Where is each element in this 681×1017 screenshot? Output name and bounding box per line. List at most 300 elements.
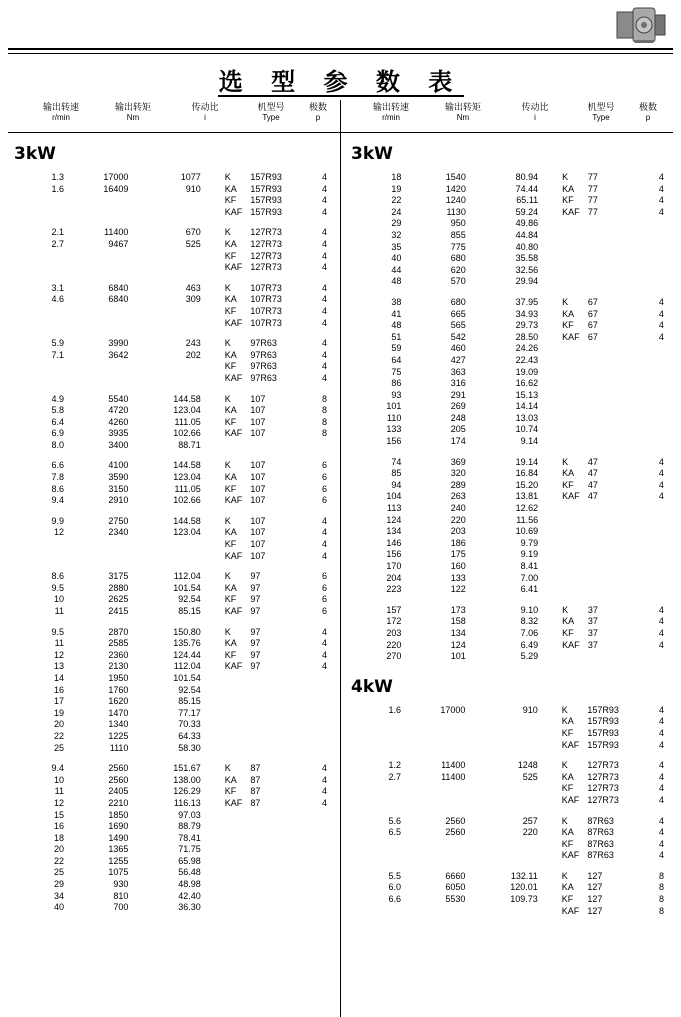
cell-output-speed: 22: [53, 855, 64, 866]
cell-ratio: 16.84: [515, 468, 539, 479]
cell-output-speed: 1.3: [51, 172, 64, 182]
cell-output-speed: [8, 539, 70, 551]
cell-type: [250, 810, 311, 822]
cell-poles: 4: [321, 649, 327, 660]
cell-output-torque: 1690: [108, 821, 129, 832]
cell-poles: [311, 731, 338, 743]
cell-type-prefix: [548, 651, 588, 663]
cell-ratio: 120.01: [510, 882, 538, 893]
cell-type-prefix: [211, 673, 251, 685]
cell-type: 77: [587, 206, 598, 217]
cell-type-prefix: KA: [224, 405, 237, 416]
cell-output-speed: 124: [386, 514, 402, 525]
table-row: [345, 207, 675, 219]
table-row: [8, 867, 338, 879]
cell-type-prefix: [211, 685, 251, 697]
cell-output-torque: 1620: [108, 696, 129, 707]
cell-output-torque: 4260: [108, 416, 129, 427]
cell-output-torque: [407, 839, 473, 851]
cell-poles: [311, 743, 338, 755]
cell-type: 77: [587, 183, 598, 194]
table-row: [8, 262, 338, 274]
cell-poles: 4: [658, 320, 664, 331]
cell-ratio: 29.94: [515, 276, 539, 287]
cell-poles: [648, 230, 675, 242]
table-row: [345, 184, 675, 196]
cell-type-prefix: KF: [224, 594, 237, 605]
cell-type-prefix: KA: [561, 771, 574, 782]
cell-output-torque: 11400: [104, 227, 129, 238]
cell-output-speed: 6.4: [51, 416, 64, 427]
cell-type-prefix: KF: [224, 416, 237, 427]
cell-output-speed: 12: [53, 527, 64, 538]
table-row: [8, 627, 338, 639]
cell-ratio: 11.56: [516, 514, 539, 525]
cell-ratio: 85.15: [178, 696, 201, 707]
cell-type: [588, 413, 648, 425]
cell-poles: [648, 265, 675, 277]
cell-output-speed: 5.9: [51, 338, 64, 349]
table-row: [8, 239, 338, 251]
table-row: [8, 373, 338, 385]
cell-ratio: [136, 361, 210, 373]
cell-output-speed: 270: [386, 651, 402, 662]
cell-poles: [648, 378, 675, 390]
table-row: [345, 628, 675, 640]
cell-type: [588, 265, 648, 277]
table-row: [8, 361, 338, 373]
table-row: [8, 743, 338, 755]
cell-type: 107: [250, 527, 266, 538]
cell-ratio: 15.20: [515, 479, 539, 490]
cell-type: 67: [587, 331, 598, 342]
cell-type: 37: [587, 639, 598, 650]
cell-output-speed: [8, 373, 70, 385]
cell-output-torque: 1110: [109, 742, 129, 753]
table-row: [8, 440, 338, 452]
cell-output-speed: [8, 306, 70, 318]
cell-output-torque: 2415: [108, 606, 129, 616]
cell-output-speed: 133: [386, 424, 402, 435]
cell-type: 107R73: [250, 282, 282, 293]
table-row: [345, 457, 675, 469]
cell-output-speed: 86: [391, 378, 402, 389]
cell-ratio: 220: [522, 827, 538, 838]
cell-output-torque: 1340: [108, 719, 129, 730]
cell-type-prefix: [211, 856, 251, 868]
cell-poles: 4: [658, 850, 664, 861]
cell-type-prefix: [548, 401, 588, 413]
cell-output-torque: 3150: [108, 483, 129, 494]
cell-type: [250, 719, 311, 731]
row-spacer: [8, 507, 338, 516]
cell-type: [250, 673, 311, 685]
table-row: [8, 763, 338, 775]
cell-poles: 4: [658, 206, 664, 217]
cell-type: 87R63: [587, 850, 614, 861]
cell-type-prefix: KAF: [224, 206, 243, 217]
cell-poles: 4: [658, 704, 664, 715]
row-spacer: [8, 451, 338, 460]
cell-type-prefix: KA: [561, 882, 574, 893]
cell-output-speed: 25: [53, 742, 64, 753]
cell-poles: 4: [321, 372, 327, 383]
cell-type: 97: [250, 661, 261, 672]
cell-output-speed: 19: [53, 707, 64, 718]
cell-ratio: [136, 551, 210, 563]
table-row: [345, 538, 675, 550]
cell-output-torque: 174: [450, 436, 466, 447]
row-spacer: [8, 385, 338, 394]
cell-type-prefix: [548, 355, 588, 367]
cell-type: [250, 844, 311, 856]
cell-type-prefix: [548, 526, 588, 538]
cell-type-prefix: KF: [561, 838, 574, 849]
cell-type: [588, 436, 648, 448]
cell-type: [250, 708, 311, 720]
cell-output-torque: [407, 906, 473, 918]
cell-type-prefix: [211, 810, 251, 822]
cell-type: 107R73: [250, 317, 282, 328]
cell-type-prefix: KA: [562, 183, 575, 194]
cell-output-torque: 2560: [445, 815, 466, 826]
cell-poles: 6: [321, 472, 327, 483]
table-row: [345, 320, 675, 332]
cell-type-prefix: K: [224, 571, 231, 582]
cell-output-torque: 3400: [108, 439, 129, 450]
cell-output-torque: [407, 795, 473, 807]
cell-type-prefix: [548, 538, 588, 550]
cell-output-torque: 6660: [445, 870, 466, 881]
cell-type-prefix: [548, 218, 588, 230]
cell-output-speed: 40: [53, 902, 64, 913]
row-spacer: [345, 288, 675, 297]
cell-type-prefix: [548, 230, 588, 242]
cell-output-speed: 104: [386, 491, 402, 502]
cell-poles: 4: [658, 172, 664, 182]
cell-ratio: 44.84: [515, 229, 539, 240]
cell-ratio: 9.14: [520, 436, 539, 447]
cell-output-speed: 24: [391, 206, 402, 217]
table-row: [345, 605, 675, 617]
cell-type-prefix: K: [561, 815, 568, 826]
cell-ratio: 78.41: [178, 832, 201, 843]
cell-output-speed: 9.5: [51, 626, 64, 637]
table-row: [345, 882, 675, 894]
cell-output-torque: [70, 262, 136, 274]
table-row: [8, 405, 338, 417]
table-row: [8, 786, 338, 798]
cell-output-torque: 460: [450, 343, 466, 354]
table-row: [8, 306, 338, 318]
cell-poles: 8: [658, 870, 664, 881]
cell-output-torque: 248: [450, 412, 466, 423]
cell-ratio: 40.80: [515, 241, 539, 252]
cell-output-speed: 14: [53, 672, 64, 683]
cell-output-torque: 289: [450, 479, 466, 490]
cell-type: 107: [250, 515, 266, 526]
table-row: [8, 583, 338, 595]
cell-output-speed: 6.5: [388, 827, 401, 838]
table-row: [345, 218, 675, 230]
table-row: [345, 468, 675, 480]
cell-type: [588, 355, 648, 367]
cell-poles: 8: [321, 416, 327, 427]
cell-ratio: 65.11: [516, 195, 539, 206]
cell-type-prefix: [211, 719, 251, 731]
table-row: [8, 527, 338, 539]
cell-output-torque: 1420: [445, 183, 466, 194]
cell-ratio: 10.74: [515, 424, 539, 435]
table-row: [345, 491, 675, 503]
cell-type: 107: [250, 405, 266, 416]
cell-output-speed: 64: [391, 354, 402, 365]
cell-output-torque: 3990: [108, 338, 129, 349]
table-row: [8, 891, 338, 903]
col-header-torque-right: 输出转矩 Nm: [444, 102, 481, 122]
table-row: [345, 573, 675, 585]
cell-poles: 4: [658, 739, 664, 750]
cell-ratio: 49.86: [515, 218, 539, 229]
cell-ratio: 116.13: [173, 797, 201, 808]
cell-type-prefix: KAF: [224, 262, 243, 273]
cell-poles: [648, 343, 675, 355]
cell-type: 157R93: [250, 195, 282, 206]
table-row: [345, 367, 675, 379]
cell-type-prefix: KAF: [561, 739, 580, 750]
cell-ratio: [136, 539, 210, 551]
cell-type-prefix: K: [224, 763, 231, 774]
cell-output-torque: [407, 728, 473, 740]
cell-type-prefix: KAF: [224, 797, 243, 808]
table-row: [8, 394, 338, 406]
cell-output-torque: 1365: [108, 844, 129, 855]
cell-type: [588, 424, 648, 436]
cell-output-speed: 13: [53, 661, 64, 672]
cell-type: 97: [250, 649, 261, 660]
cell-type: 77: [587, 172, 598, 182]
cell-ratio: 22.43: [515, 354, 539, 365]
cell-output-speed: 4.6: [51, 294, 64, 305]
table-row: [345, 772, 675, 784]
cell-output-speed: 110: [387, 412, 402, 423]
cell-type: 107: [250, 550, 266, 561]
cell-output-torque: 680: [450, 296, 466, 307]
cell-type: 97: [250, 626, 261, 637]
cell-output-speed: 11: [54, 638, 64, 649]
row-spacer: [8, 618, 338, 627]
table-row: [345, 561, 675, 573]
cell-poles: 4: [658, 815, 664, 826]
cell-poles: 4: [321, 294, 327, 305]
cell-output-speed: 6.0: [388, 882, 401, 893]
cell-type-prefix: K: [562, 172, 569, 182]
cell-output-torque: 3175: [108, 571, 129, 582]
cell-type-prefix: [211, 891, 251, 903]
cell-output-torque: 1850: [108, 809, 129, 820]
cell-output-speed: 101: [386, 401, 402, 412]
cell-type-prefix: [548, 265, 588, 277]
cell-type-prefix: KAF: [561, 905, 580, 916]
col-header-torque-left: 输出转矩 Nm: [114, 102, 151, 122]
cell-type: 97: [250, 594, 261, 605]
table-row: [8, 731, 338, 743]
cell-type: 87: [250, 786, 261, 797]
cell-ratio: 144.58: [173, 460, 201, 471]
cell-output-speed: 40: [391, 253, 402, 264]
cell-ratio: 151.67: [173, 763, 201, 774]
cell-ratio: 112.04: [173, 571, 201, 582]
cell-type: 87R63: [587, 838, 614, 849]
cell-output-torque: 173: [450, 604, 466, 615]
cell-type-prefix: [548, 413, 588, 425]
cell-output-torque: 700: [113, 902, 129, 913]
cell-type: 157R93: [587, 739, 619, 750]
cell-poles: [648, 401, 675, 413]
col-header-type-left: 机型号 Type: [257, 102, 285, 122]
cell-output-speed: 1.6: [388, 704, 401, 715]
cell-ratio: 463: [185, 282, 201, 293]
cell-poles: 4: [658, 771, 664, 782]
cell-poles: [311, 821, 338, 833]
cell-output-torque: 1255: [108, 855, 129, 866]
cell-poles: 4: [658, 716, 664, 727]
cell-poles: 4: [321, 338, 327, 349]
cell-type: 107: [250, 483, 266, 494]
cell-output-torque: 363: [450, 366, 466, 377]
cell-poles: [648, 218, 675, 230]
cell-type-prefix: KF: [224, 786, 237, 797]
cell-output-torque: 186: [450, 537, 466, 548]
cell-type: [250, 879, 311, 891]
cell-poles: 4: [658, 479, 664, 490]
cell-poles: 4: [658, 296, 664, 307]
table-row: [345, 728, 675, 740]
table-row: [345, 740, 675, 752]
cell-output-speed: 7.1: [51, 349, 64, 360]
table-row: [8, 472, 338, 484]
cell-poles: [648, 549, 675, 561]
cell-output-torque: 855: [450, 229, 466, 240]
cell-output-torque: 950: [450, 218, 466, 229]
cell-output-speed: 48: [391, 276, 402, 287]
cell-poles: 6: [321, 460, 327, 471]
table-row: [8, 551, 338, 563]
cell-poles: [311, 891, 338, 903]
cell-type-prefix: KAF: [224, 317, 243, 328]
cell-poles: 8: [658, 882, 664, 893]
cell-output-speed: 93: [391, 389, 402, 400]
cell-poles: 8: [658, 905, 664, 916]
cell-type: 127R73: [587, 771, 619, 782]
left-data-table: [8, 172, 338, 914]
table-row: [345, 436, 675, 448]
cell-ratio: 123.04: [173, 405, 201, 416]
cell-ratio: 29.73: [515, 320, 539, 331]
cell-poles: [648, 561, 675, 573]
cell-type: [250, 867, 311, 879]
cell-poles: [311, 867, 338, 879]
cell-type: [588, 253, 648, 265]
cell-type-prefix: KA: [224, 638, 237, 649]
cell-poles: [648, 538, 675, 550]
cell-poles: [648, 367, 675, 379]
table-row: [345, 413, 675, 425]
table-row: [345, 276, 675, 288]
cell-output-torque: [70, 373, 136, 385]
cell-output-speed: 85: [391, 468, 402, 479]
cell-type-prefix: KAF: [224, 550, 243, 561]
section-title-3kw-right: 3kW: [351, 144, 393, 164]
table-row: [8, 184, 338, 196]
cell-output-torque: 263: [450, 491, 466, 502]
cell-poles: 4: [321, 172, 327, 182]
cell-output-speed: 19: [391, 183, 402, 194]
cell-type: [588, 378, 648, 390]
cell-output-torque: 175: [450, 549, 466, 560]
cell-type-prefix: KA: [562, 616, 575, 627]
cell-poles: 4: [658, 627, 664, 638]
cell-ratio: [136, 262, 210, 274]
cell-ratio: 64.33: [178, 730, 201, 741]
row-spacer: [345, 596, 675, 605]
cell-poles: 4: [658, 783, 664, 794]
cell-type-prefix: KAF: [561, 850, 580, 861]
table-row: [8, 460, 338, 472]
cell-ratio: 5.29: [520, 651, 539, 662]
table-row: [8, 495, 338, 507]
cell-ratio: 910: [185, 183, 201, 194]
cell-output-speed: 51: [391, 331, 402, 342]
cell-poles: [648, 424, 675, 436]
cell-type-prefix: KA: [224, 294, 237, 305]
section-title-3kw-left: 3kW: [14, 144, 56, 164]
cell-ratio: [473, 795, 547, 807]
cell-type: 77: [587, 195, 598, 206]
cell-poles: 4: [658, 308, 664, 319]
cell-output-torque: [407, 740, 473, 752]
cell-poles: [311, 719, 338, 731]
cell-type: 127R73: [250, 227, 282, 238]
cell-poles: 4: [321, 763, 327, 774]
cell-ratio: 135.76: [173, 638, 201, 649]
cell-output-torque: 665: [450, 308, 466, 319]
cell-type: 127: [587, 882, 603, 893]
cell-type-prefix: [548, 378, 588, 390]
cell-type-prefix: KA: [561, 716, 574, 727]
cell-output-speed: 22: [391, 195, 402, 206]
cell-type-prefix: KF: [561, 783, 574, 794]
cell-output-torque: 1540: [445, 172, 466, 182]
cell-output-speed: 29: [391, 218, 402, 229]
col-header-type-right: 机型号 Type: [587, 102, 615, 122]
table-row: [345, 760, 675, 772]
cell-output-torque: 17000: [103, 172, 129, 182]
cell-poles: [311, 856, 338, 868]
cell-type: 97R63: [250, 338, 277, 349]
cell-poles: 4: [658, 456, 664, 467]
cell-poles: 4: [321, 262, 327, 273]
cell-ratio: 48.98: [178, 879, 201, 890]
table-row: [8, 661, 338, 673]
cell-output-speed: 12: [53, 649, 64, 660]
cell-poles: [648, 526, 675, 538]
table-row: [345, 827, 675, 839]
cell-ratio: [473, 839, 547, 851]
col-header-poles-right: 极数 p: [638, 102, 657, 122]
cell-output-torque: 9467: [108, 238, 129, 249]
cell-type: 87: [250, 774, 261, 785]
